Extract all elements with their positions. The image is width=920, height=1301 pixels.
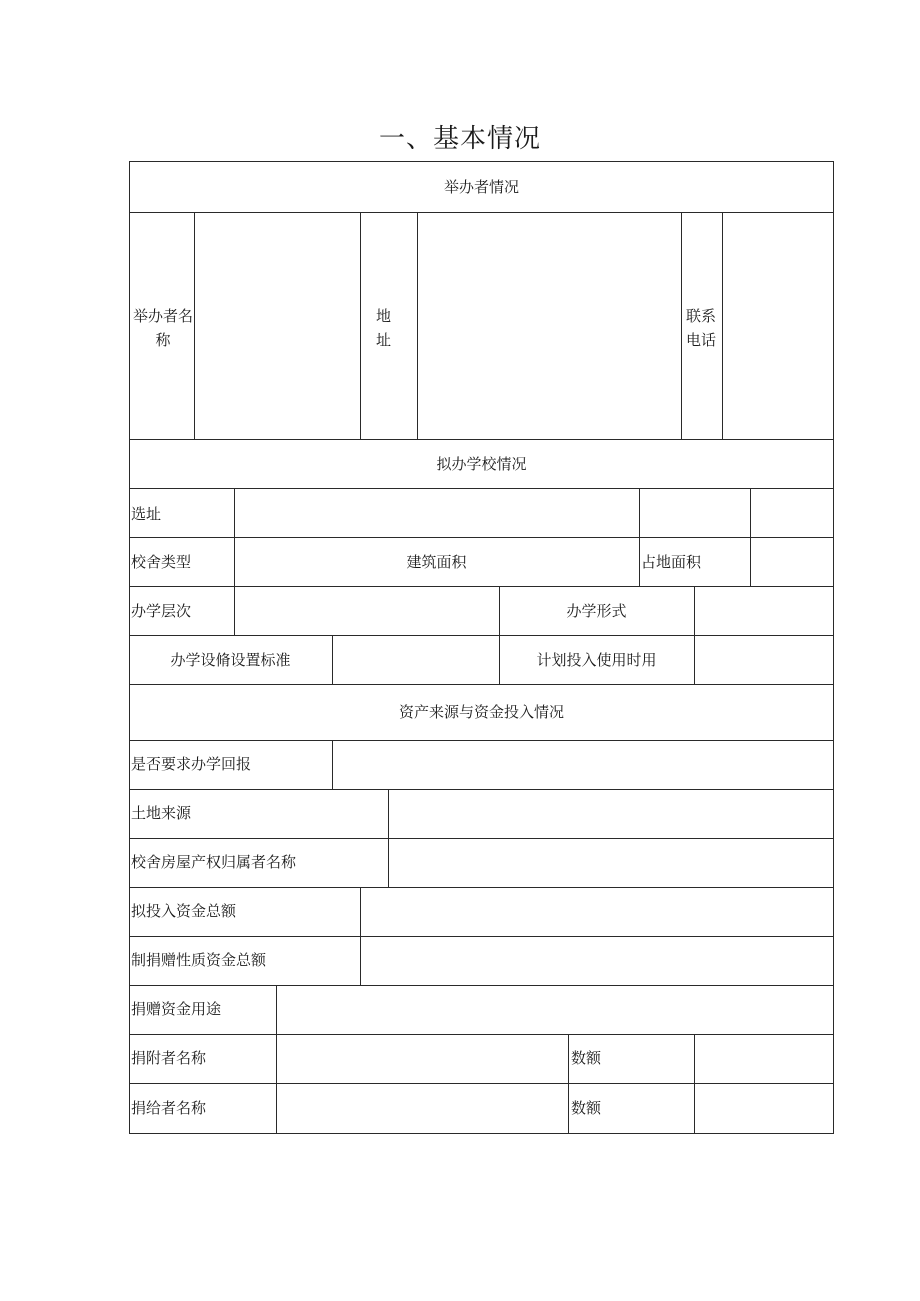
donor2-name-label: 捐给者名称 — [131, 1099, 207, 1117]
table-line — [129, 1133, 834, 1134]
table-line — [129, 635, 834, 636]
donation-total-label: 制捐赠性质资金总额 — [131, 951, 267, 969]
land-source-label: 土地来源 — [131, 804, 192, 822]
property-owner-label: 校舍房屋产权归属者名称 — [131, 853, 297, 871]
table-line — [833, 161, 834, 1134]
building-area-label: 建筑面积 — [406, 553, 467, 571]
donor2-amount-label: 数额 — [571, 1099, 602, 1117]
table-line — [129, 161, 834, 162]
return-required-label: 是否要求办学回报 — [131, 755, 252, 773]
building-type-label: 校舍类型 — [131, 553, 192, 571]
table-line — [694, 1034, 695, 1133]
table-line — [694, 586, 695, 684]
table-line — [129, 684, 834, 685]
table-line — [129, 439, 834, 440]
table-line — [129, 887, 834, 888]
donor1-name-label: 捐附者名称 — [131, 1049, 207, 1067]
table-line — [129, 212, 834, 213]
phone-label: 联系电话 — [686, 307, 717, 349]
equipment-standard-label: 办学设脩设置标准 — [170, 651, 291, 669]
section-header-school: 拟办学校情况 — [436, 455, 527, 473]
land-area-label: 占地面积 — [641, 553, 702, 571]
address-label: 地址 — [376, 307, 392, 349]
donation-use-label: 捐赠资金用途 — [131, 1000, 222, 1018]
table-line — [234, 586, 235, 635]
table-line — [129, 740, 834, 741]
total-investment-label: 拟投入资金总额 — [131, 902, 237, 920]
table-line — [681, 212, 682, 439]
table-line — [129, 985, 834, 986]
level-label: 办学层次 — [131, 602, 192, 620]
table-line — [722, 212, 723, 439]
table-line — [129, 936, 834, 937]
table-line — [129, 838, 834, 839]
table-line — [276, 985, 277, 1133]
table-line — [360, 212, 361, 439]
table-line — [332, 740, 333, 789]
table-line — [639, 488, 640, 586]
donor1-amount-label: 数额 — [571, 1049, 602, 1067]
table-line — [332, 635, 333, 684]
sponsor-name-label: 举办者名称 — [132, 307, 193, 349]
table-line — [750, 488, 751, 586]
table-line — [129, 1083, 834, 1084]
form-label: 办学形式 — [566, 602, 627, 620]
table-line — [129, 1034, 834, 1035]
page-title: 一、基本情况 — [378, 124, 541, 154]
planned-use-time-label: 计划投入使用时用 — [536, 651, 657, 669]
section-header-assets: 资产来源与资金投入情况 — [398, 703, 564, 721]
location-label: 选址 — [131, 505, 162, 523]
table-line — [388, 789, 389, 887]
table-line — [360, 887, 361, 985]
table-line — [417, 212, 418, 439]
section-header-sponsor: 举办者情况 — [443, 178, 519, 196]
table-line — [129, 789, 834, 790]
table-line — [568, 1034, 569, 1133]
